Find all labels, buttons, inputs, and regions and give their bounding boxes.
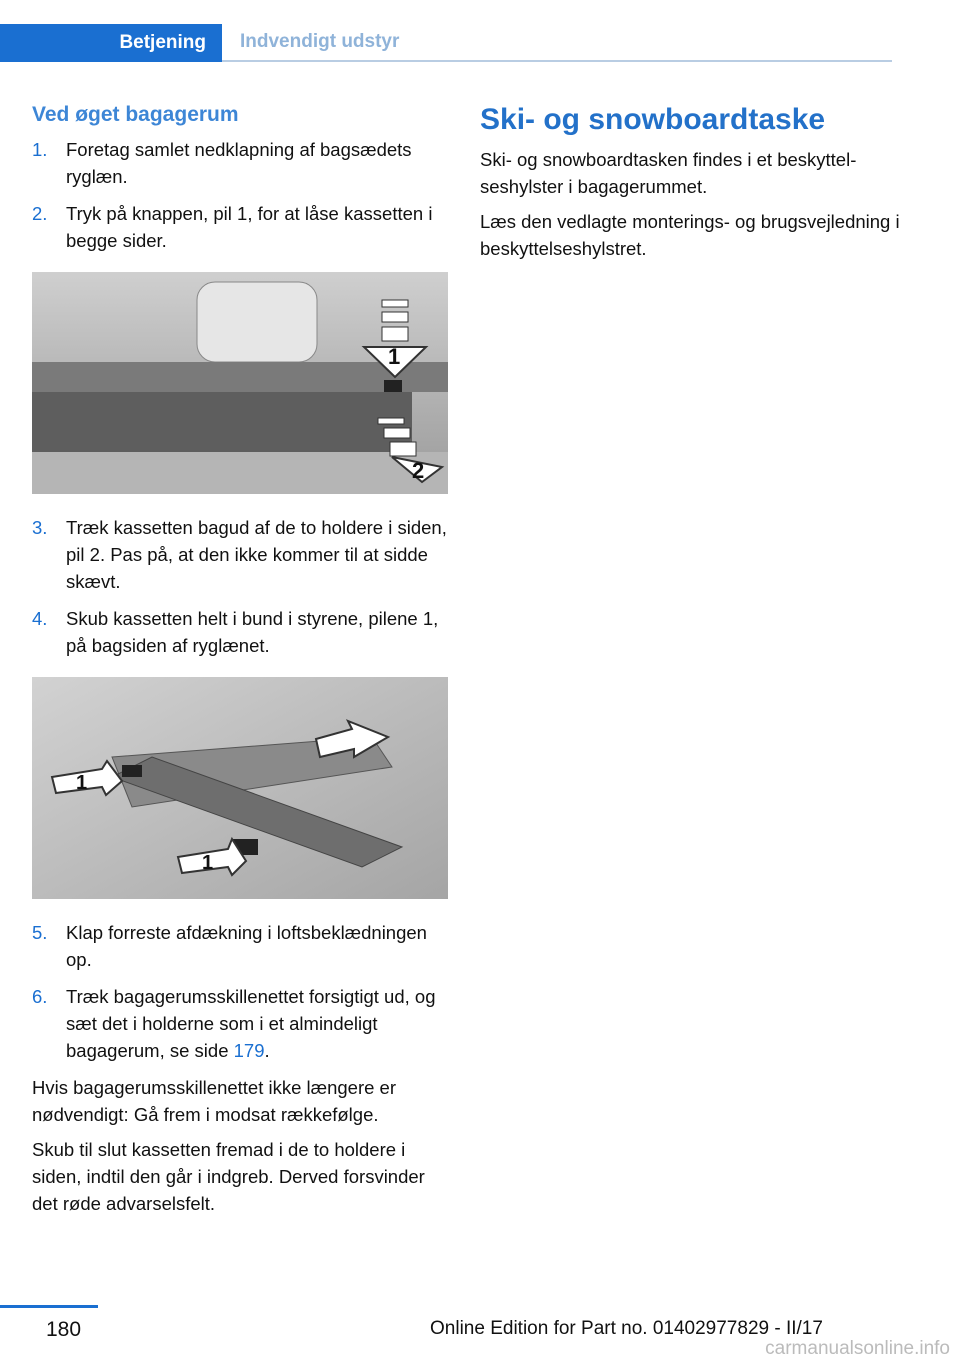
step-text-body: Træk bagagerumsskillenettet forsigtigt ud, og sæt det i holderne som i et almindeligt bagagerum, se side bbox=[66, 986, 436, 1061]
step-number: 1. bbox=[32, 139, 48, 160]
list-item bbox=[32, 605, 450, 659]
step-number: 2. bbox=[32, 203, 48, 224]
tab-indvendigt-udstyr[interactable]: Indvendigt udstyr bbox=[222, 24, 892, 62]
arrow-label: 1 bbox=[388, 344, 401, 369]
page-link[interactable]: 179 bbox=[233, 1040, 265, 1061]
step-text bbox=[66, 983, 450, 1064]
arrow-label: 1 bbox=[76, 772, 88, 794]
step-number: 6. bbox=[32, 986, 48, 1007]
step-number: 4. bbox=[32, 608, 48, 629]
left-column bbox=[32, 100, 450, 1225]
list-item bbox=[32, 919, 450, 973]
step-text: Klap forreste afdækning i loftsbeklædningen op. bbox=[66, 922, 427, 970]
edition-note: Online Edition for Part no. 01402977829 - II/17 bbox=[430, 1318, 823, 1339]
arrow-label: 1 bbox=[202, 852, 214, 874]
right-column bbox=[480, 100, 900, 270]
list-item bbox=[32, 200, 450, 254]
list-item bbox=[32, 983, 450, 1064]
step-text: Træk kassetten bagud af de to holdere i siden, pil 2. Pas på, at den ikke kommer til at sidde skævt. bbox=[66, 517, 447, 592]
watermark: carmanualsonline.info bbox=[765, 1338, 950, 1359]
list-item bbox=[32, 514, 450, 595]
paragraph: Læs den vedlagte monterings- og brugsvejledning i beskyttelseshylstret. bbox=[480, 211, 900, 259]
page-number: 180 bbox=[46, 1318, 82, 1341]
subheading: Ved øget bagagerum bbox=[32, 103, 239, 126]
section-heading: Ski- og snowboardtaske bbox=[480, 103, 826, 136]
paragraph: Ski- og snowboardtasken findes i et beskyttelseshylster i bagagerummet. bbox=[480, 149, 857, 197]
paragraph: Hvis bagagerumsskillenettet ikke længere er nødvendigt: Gå frem i modsat rækkefølge. bbox=[32, 1077, 397, 1125]
step-text-end: . bbox=[264, 1040, 270, 1061]
step-number: 3. bbox=[32, 517, 48, 538]
arrow-label: 2 bbox=[412, 458, 425, 483]
illustration-cover-locking bbox=[32, 272, 448, 494]
step-number: 5. bbox=[32, 922, 48, 943]
step-text: Skub kassetten helt i bund i styrene, pilene 1, på bagsiden af ryglænet. bbox=[66, 608, 439, 656]
paragraph: Skub til slut kassetten fremad i de to holdere i siden, indtil den går i indgreb. Derved forsvinder det røde advarselsfelt. bbox=[32, 1139, 425, 1214]
list-item bbox=[32, 136, 450, 190]
step-text: Tryk på knappen, pil 1, for at låse kassetten i begge sider. bbox=[66, 203, 433, 251]
tab-betjening[interactable]: Betjening bbox=[0, 24, 222, 62]
step-text: Foretag samlet nedklapning af bagsædets ryglæn. bbox=[66, 139, 412, 187]
illustration-cover-insertion bbox=[32, 677, 448, 899]
footer-rule bbox=[0, 1305, 98, 1308]
